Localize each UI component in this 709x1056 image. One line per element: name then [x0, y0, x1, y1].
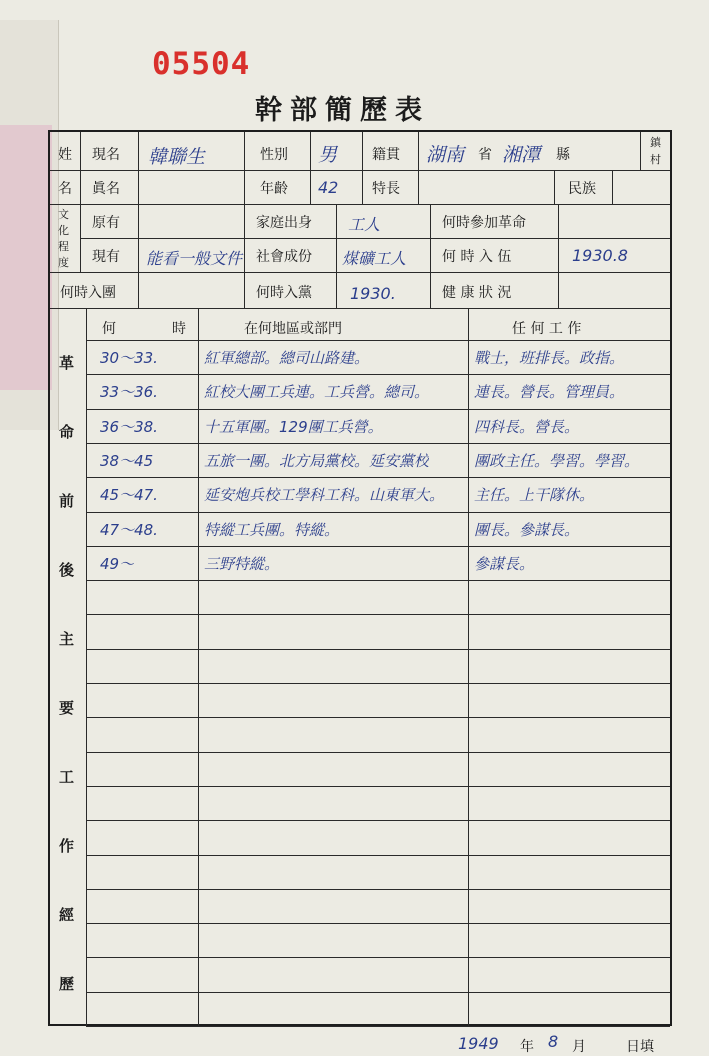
row-divider — [86, 340, 670, 341]
town-label: 鎮 — [650, 136, 661, 149]
col-divider — [554, 170, 555, 204]
history-where-cell: 五旅一團。北方局黨校。延安黨校 — [204, 451, 430, 470]
history-section-char: 要 — [59, 699, 75, 717]
col-when-label-2: 時 — [172, 321, 186, 337]
background-stamp-paper — [0, 125, 52, 390]
row-divider — [50, 170, 670, 171]
history-row-divider — [86, 614, 670, 615]
party-join-value: 1930. — [350, 284, 396, 303]
history-row-divider — [86, 546, 670, 547]
history-row-divider — [86, 855, 670, 856]
col-divider — [86, 308, 87, 1026]
history-section-char: 主 — [59, 630, 75, 648]
col-divider — [198, 308, 199, 1026]
real-name-label: 眞名 — [92, 181, 120, 197]
serial-number: 05504 — [152, 46, 251, 82]
row-divider — [50, 272, 670, 273]
history-row-divider — [86, 512, 670, 513]
county-value: 湘潭 — [502, 144, 541, 166]
enlisted-label: 何 時 入 伍 — [442, 249, 512, 265]
history-row-divider — [86, 683, 670, 684]
current-name-label: 現名 — [92, 147, 120, 163]
education-label-1: 文 — [58, 208, 69, 221]
history-section-char: 工 — [59, 768, 75, 786]
history-job-cell: 團長。參謀長。 — [474, 520, 580, 539]
history-where-cell: 特縱工兵團。特縱。 — [204, 520, 340, 539]
province-value: 湖南 — [426, 144, 465, 166]
history-section-char: 作 — [59, 837, 75, 855]
family-origin-label: 家庭出身 — [256, 215, 312, 231]
history-row-divider — [86, 374, 670, 375]
specialty-label: 特長 — [372, 181, 400, 197]
village-label: 村 — [650, 153, 661, 166]
col-divider — [244, 132, 245, 308]
col-divider — [418, 132, 419, 204]
current-name-value: 韓聯生 — [148, 146, 206, 168]
education-current-label: 現有 — [92, 249, 120, 265]
native-place-label: 籍貫 — [372, 147, 400, 163]
history-row-divider — [86, 477, 670, 478]
history-row-divider — [86, 443, 670, 444]
row-divider — [80, 238, 670, 239]
history-row-divider — [86, 786, 670, 787]
col-when-label-1: 何 — [102, 321, 116, 337]
history-when-cell: 30～33. — [100, 349, 158, 367]
enlisted-value: 1930.8 — [572, 246, 628, 265]
health-label: 健 康 狀 況 — [442, 285, 512, 301]
family-origin-value: 工人 — [348, 215, 381, 234]
history-section-char: 歷 — [59, 975, 75, 993]
history-where-cell: 十五軍團。129團工兵營。 — [204, 417, 383, 436]
revolution-join-label: 何時參加革命 — [442, 215, 526, 231]
history-where-cell: 紅校大團工兵連。工兵營。總司。 — [204, 383, 430, 402]
history-section-char: 革 — [59, 354, 75, 372]
history-row-divider — [86, 820, 670, 821]
province-label: 省 — [478, 147, 492, 163]
col-divider — [430, 204, 431, 308]
history-row-divider — [86, 752, 670, 753]
history-job-cell: 四科長。營長。 — [474, 417, 580, 436]
col-divider — [362, 132, 363, 204]
history-where-cell: 三野特縱。 — [204, 554, 280, 573]
party-join-label: 何時入黨 — [256, 285, 312, 301]
fill-day-label: 日填 — [626, 1039, 654, 1055]
history-section-char: 命 — [59, 423, 75, 441]
history-row-divider — [86, 957, 670, 958]
history-where-cell: 紅軍總部。總司山路建。 — [204, 349, 370, 367]
history-row-divider — [86, 717, 670, 718]
history-when-cell: 47～48. — [100, 520, 158, 539]
name-section-label-1: 姓 — [58, 147, 72, 163]
history-row-divider — [86, 580, 670, 581]
history-row-divider — [86, 889, 670, 890]
history-row-divider — [86, 923, 670, 924]
education-current-value: 能看一般文件 — [146, 249, 243, 268]
col-divider — [80, 132, 81, 272]
history-row-divider — [86, 409, 670, 410]
col-divider — [310, 132, 311, 204]
history-when-cell: 45～47. — [100, 486, 158, 505]
col-divider — [138, 132, 139, 308]
history-job-cell: 連長。營長。管理員。 — [474, 383, 625, 402]
education-original-label: 原有 — [92, 215, 120, 231]
form-title: 幹部簡歷表 — [255, 95, 430, 126]
history-row-divider — [86, 1026, 670, 1027]
social-status-label: 社會成份 — [256, 249, 312, 265]
history-where-cell: 延安炮兵校工學科工科。山東軍大。 — [204, 486, 445, 505]
history-section-char: 經 — [59, 906, 75, 924]
education-label-4: 度 — [58, 256, 69, 269]
col-where-label: 在何地區或部門 — [244, 321, 342, 337]
history-section-char: 前 — [59, 492, 75, 510]
fill-month-value: 8 — [548, 1032, 559, 1051]
county-label: 縣 — [556, 147, 570, 163]
history-section-char: 後 — [59, 561, 75, 579]
education-label-2: 化 — [58, 224, 69, 237]
col-job-label: 任 何 工 作 — [512, 321, 582, 337]
ethnicity-label: 民族 — [568, 181, 596, 197]
age-label: 年齡 — [260, 181, 288, 197]
social-status-value: 煤礦工人 — [342, 249, 407, 268]
row-divider — [50, 308, 670, 309]
fill-month-label: 月 — [572, 1039, 586, 1055]
cadre-resume-form — [48, 130, 672, 1026]
gender-value: 男 — [318, 144, 338, 166]
gender-label: 性別 — [260, 147, 288, 163]
age-value: 42 — [318, 178, 339, 197]
history-job-cell: 主任。上干隊休。 — [474, 486, 595, 505]
col-divider — [612, 170, 613, 204]
history-job-cell: 戰士，班排長。政指。 — [474, 349, 625, 367]
history-row-divider — [86, 992, 670, 993]
history-job-cell: 團政主任。學習。學習。 — [474, 451, 640, 470]
history-row-divider — [86, 649, 670, 650]
col-divider — [558, 204, 559, 308]
row-divider — [50, 204, 670, 205]
col-divider — [336, 204, 337, 308]
fill-year-value: 1949 — [458, 1034, 499, 1053]
name-section-label-2: 名 — [58, 181, 72, 197]
col-divider — [468, 308, 469, 1026]
history-when-cell: 49～ — [100, 554, 135, 573]
history-job-cell: 參謀長。 — [474, 554, 535, 573]
col-divider — [640, 132, 641, 170]
history-when-cell: 38～45 — [100, 451, 154, 470]
history-when-cell: 33～36. — [100, 383, 158, 402]
league-join-label: 何時入團 — [60, 285, 116, 301]
education-label-3: 程 — [58, 240, 69, 253]
fill-year-label: 年 — [520, 1039, 534, 1055]
history-when-cell: 36～38. — [100, 417, 158, 436]
